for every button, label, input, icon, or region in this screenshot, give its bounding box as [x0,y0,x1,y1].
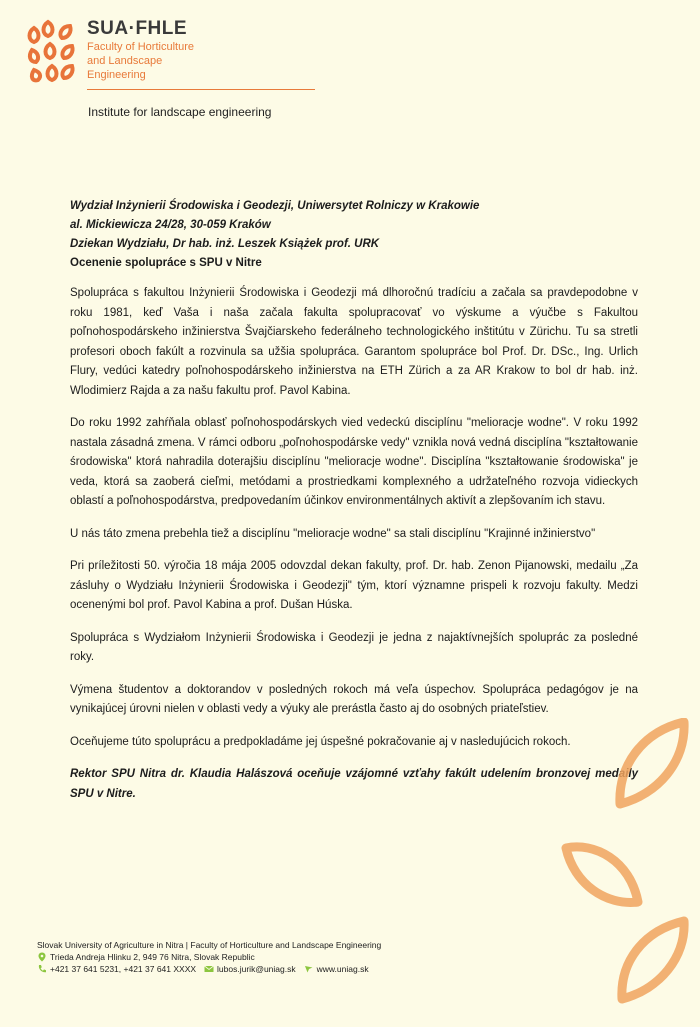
closing-statement: Rektor SPU Nitra dr. Klaudia Halászová oceňuje vzájomné vzťahy fakúlt udelením bronzovej medaily SPU v Nitre. [70,768,638,800]
footer-phone: +421 37 641 5231, +421 37 641 XXXX [50,964,197,974]
footer-address: Trieda Andreja Hlinku 2, 949 76 Nitra, Slovak Republic [50,952,255,962]
recipient-block [70,197,650,273]
paragraph: Výmena študentov a doktorandov v posledných rokoch má veľa úspechov. Spolupráca pedagógov je na vynikajúcej úrovni nielen v oblasti vedy a výuky ale prerástla často aj do osobných priateľstiev. [70,683,638,715]
paragraph: Oceňujeme túto spoluprácu a predpokladáme jej úspešné pokračovanie aj v nasledujúcich rokoch. [70,735,571,748]
footer-web[interactable]: www.uniag.sk [316,964,369,974]
decorative-petal-icon [612,915,690,1005]
letter-body [70,284,638,817]
sua-leaf-logo-icon [26,18,78,84]
footer-university: Slovak University of Agriculture in Nitra | Faculty of Horticulture and Landscape Engineering [37,940,382,950]
brand-title: SUA·FHLE [87,18,188,39]
brand-block [87,18,194,82]
institute-name: Institute for landscape engineering [88,105,272,119]
recipient-faculty: Wydział Inżynierii Środowiska i Geodezji, Uniwersytet Rolniczy w Krakowie [70,200,480,212]
recipient-dean: Dziekan Wydziału, Dr hab. inż. Leszek Książek prof. URK [70,238,380,250]
paragraph: Pri príležitosti 50. výročia 18 mája 2005 odovzdal dekan fakulty, prof. Dr. hab. Zenon Pijanowski, medailu „Za zásluhy o Wydziału Inżynierii Środowiska i Geodezji" tým, ktorí významne prispeli k rozvoju fakulty. Medzi ocenenými bol prof. Pavol Kabina a prof. Dušan Húska. [70,560,638,611]
web-icon [304,964,314,974]
paragraph: Spolupráca s Wydziałom Inżynierii Środowiska i Geodezji je jedna z najaktívnejších spoluprác za posledné roky. [70,631,638,663]
phone-icon [37,964,47,974]
email-icon [204,964,214,974]
brand-line-1: Faculty of Horticulture [87,41,194,53]
brand-line-2: and Landscape [87,55,163,67]
paragraph: Do roku 1992 zahŕňala oblasť poľnohospodárskych vied vedeckú disciplínu "melioracje wodne". V roku 1992 nastala zásadná zmena. V rámci odboru „poľnohospodárske vedy" vznikla nová vedná disciplína "kształtowanie środowiska" ktorá nahradila doterajšiu disciplínu "melioracje wodne". Disciplína "kształtowanie środowiska" je veda, ktorá sa zaoberá cieľmi, metódami a prostriedkami komplexného a udržateľného rozvoja vidieckych oblastí a poľnohospodárstva, predpovedaním účinkov environmentálnych aktivít a zlepšovaním ich stavu. [70,417,638,507]
footer [37,939,381,975]
decorative-petal-icon [612,718,690,810]
location-pin-icon [37,952,47,962]
recipient-address: al. Mickiewicza 24/28, 30-059 Kraków [70,219,271,231]
paragraph: U nás táto zmena prebehla tiež a disciplínu "melioracje wodne" sa stali disciplínu "Krajinné inžinierstvo" [70,527,596,540]
header-divider [87,89,315,90]
footer-email[interactable]: lubos.jurik@uniag.sk [217,964,296,974]
brand-line-3: Engineering [87,69,146,81]
decorative-petal-icon [560,840,644,910]
letter-subject: Ocenenie spolupráce s SPU v Nitre [70,257,262,269]
paragraph: Spolupráca s fakultou Inżynierii Środowiska i Geodezji má dlhoročnú tradíciu a začala sa pravdepodobne v roku 1981, keď Vaša i naša začala fakulta spolupracovať vo výskume a výučbe s Fakultou poľnohospodárskeho inžinierstva Švajčiarskeho federálneho technologického inštitútu v Zürichu. Tu sa stretli profesori oboch fakúlt a rozvinula sa užšia spolupráca. Garantom spolupráce bol Prof. Dr. DSc., Ing. Urlich Flury, vedúci katedry poľnohospodárskeho inžinierstva na ETH Zürich a za AR Krakow to bol dr hab. inż. Wlodimierz Rajda a za našu fakultu prof. Pavol Kabina. [70,287,638,397]
